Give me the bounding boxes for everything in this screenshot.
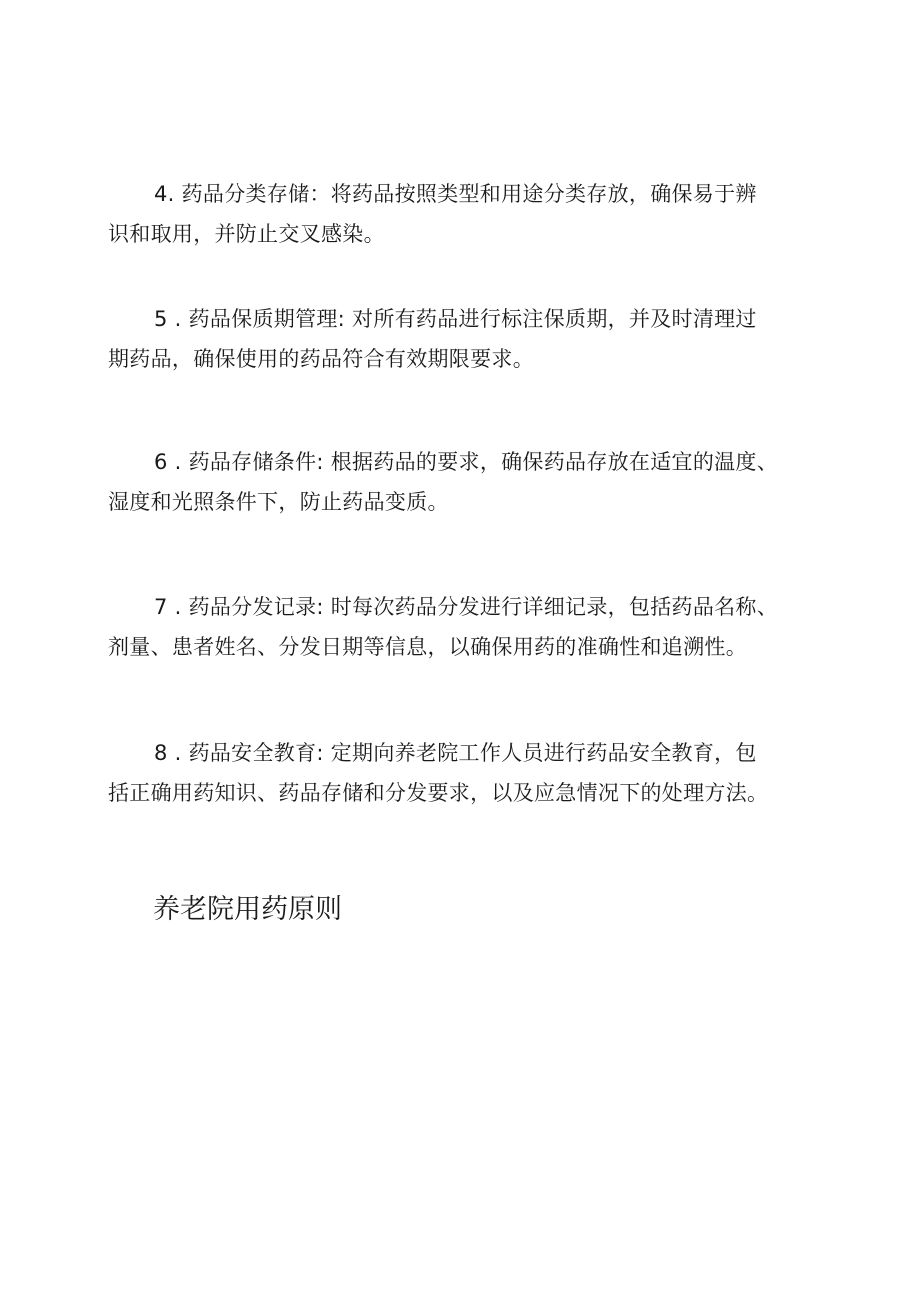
list-item-line: 7 . 药品分发记录: 时每次药品分发进行详细记录，包括药品名称、: [154, 595, 779, 619]
list-item-line: 括正确用药知识、药品存储和分发要求，以及应急情况下的处理方法。: [108, 781, 769, 805]
list-item-8: [108, 733, 823, 813]
list-item-line: 期药品，确保使用的药品符合有效期限要求。: [108, 347, 534, 371]
list-item-line: 4. 药品分类存储：将药品按照类型和用途分类存放，确保易于辨: [154, 182, 757, 206]
list-item-line: 5 . 药品保质期管理: 对所有药品进行标注保质期，并及时清理过: [154, 307, 757, 331]
list-item-line: 剂量、患者姓名、分发日期等信息，以确保用药的准确性和追溯性。: [108, 635, 747, 659]
list-item-5: [108, 299, 823, 379]
list-item-line: 8 . 药品安全教育: 定期向养老院工作人员进行药品安全教育，包: [154, 741, 757, 765]
list-item-line: 6 . 药品存储条件: 根据药品的要求，确保药品存放在适宜的温度、: [154, 450, 779, 474]
list-item-line: 识和取用，并防止交叉感染。: [108, 222, 385, 246]
list-item-6: [108, 442, 823, 522]
list-item-line: 湿度和光照条件下，防止药品变质。: [108, 490, 449, 514]
section-heading: 养老院用药原则: [153, 894, 342, 925]
list-item-7: [108, 587, 823, 667]
list-item-4: [108, 174, 823, 254]
